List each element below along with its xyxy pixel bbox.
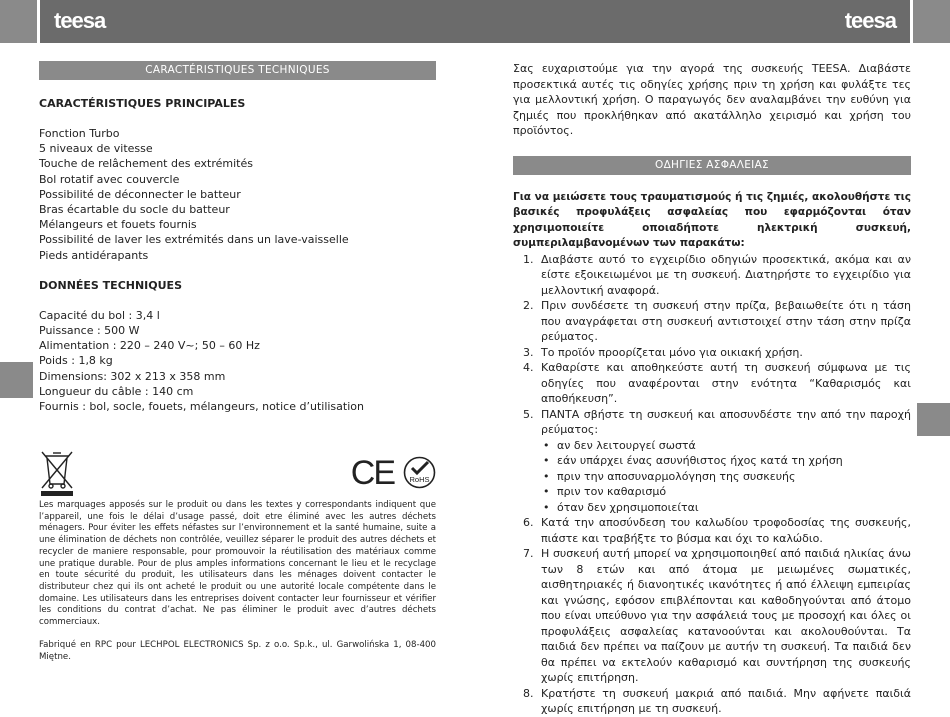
bullet-item: • πριν τον καθαρισμό <box>543 485 667 499</box>
feature-item: Fonction Turbo <box>39 127 120 140</box>
feature-item: Mélangeurs et fouets fournis <box>39 218 197 232</box>
features-list <box>39 126 436 263</box>
brand-logo-left: teesa <box>54 8 106 33</box>
tech-data-item: Capacité du bol : 3,4 l <box>39 308 160 322</box>
tech-data-list <box>39 308 436 414</box>
header-corner-right <box>910 0 950 43</box>
tech-data-heading: DONNÉES TECHNIQUES <box>39 278 182 292</box>
tech-data-item: Poids : 1,8 kg <box>39 354 113 368</box>
rohs-label: RoHS <box>409 475 430 484</box>
tech-data-item: Alimentation : 220 – 240 V~; 50 – 60 Hz <box>39 339 260 353</box>
feature-item: Bol rotatif avec couvercle <box>39 172 180 186</box>
feature-item: Touche de relâchement des extrémités <box>39 157 253 171</box>
intro-paragraph: Σας ευχαριστούμε για την αγορά της συσκευής TEESA. Διαβάστε προσεκτικά αυτές τις οδηγίες χρήσης πριν τη χρήση και φυλάξτε τες για μελλοντική χρήση. Ο παραγωγός δεν αναλαμβάνει την ευθύνη για ζημιές που προκλήθηκαν από ακατάλληλο χειρισμό και χρήση του προϊόντος. <box>513 62 911 138</box>
feature-item: Pieds antidérapants <box>39 248 149 262</box>
header-bar <box>0 0 950 43</box>
list-item: 8. Κρατήστε τη συσκευή μακριά από παιδιά. Μην αφήνετε παιδιά χωρίς επιτήρηση με τη συσκευή. <box>523 686 911 716</box>
ce-mark-icon: CE <box>350 454 394 492</box>
weee-bin-icon <box>39 450 75 496</box>
list-item: 6. Κατά την αποσύνδεση του καλωδίου τροφοδοσίας της συσκευής, πιάστε και τραβήξτε το βύσμα και όχι το καλώδιο. <box>523 516 911 545</box>
header-corner-left <box>0 0 40 43</box>
bullet-item: • αν δεν λειτουργεί σωστά <box>543 438 696 452</box>
tech-data-item: Puissance : 500 W <box>39 324 140 338</box>
tech-data-item: Dimensions: 302 x 213 x 358 mm <box>39 369 226 383</box>
main-features-heading: CARACTÉRISTIQUES PRINCIPALES <box>39 97 246 110</box>
disposal-notice: Les marquages apposés sur le produit ou dans les textes y correspondants indiquent que l’appareil, une fois le délai d’usage passé, doit etre éliminé avec les autres déchets ménagers. Pour éviter les effets néfastes sur l’environnement et la santé humaine, suite a une élimination de déchets non contrôlée, veuillez séparer le produit des autres déchets et recycler de maniere responsable, pour promouvoir la réutilisation des matériaux comme une pratique durable. Pour de plus amples informations concernant le lieu et le recyclage en toute sécurité du produit, les utilisateurs dans les ménages doivent contacter le distributeur chez qui ils ont acheté le produit ou une autorité locale compétente dans le domaine. Les utilisateurs dans les entreprises doivent contacter leur fournisseur et vérifier les conditions du contrat d’achat. Ne pas éliminer le produit avec d’autres déchets commerciaux. <box>39 500 436 628</box>
compliance-icons <box>39 450 436 500</box>
list-item: 7. Η συσκευή αυτή μπορεί να χρησιμοποιηθεί από παιδιά ηλικίας άνω των 8 ετών και από άτομα με μειωμένες σωματικές, αισθητηριακές ή διανοητικές ικανότητες ή από έλλειψη εμπειρίας και γνώσης, εφόσον επιβλέπονται και καθοδηγούνται από άτομο που είναι υπεύθυνο για την ασφάλειά τους με προσοχή και όλες οι προφυλάξεις ασφαλείας κατανοούνται και ακολουθούνται. Τα παιδιά δεν πρέπει να παίζουν με αυτήν τη συσκευή. Τα παιδιά δεν θα πρέπει να εκτελούν καθαρισμό και συντήρηση της συσκευής χωρίς επιτήρηση. <box>523 547 911 685</box>
bullet-item: • πριν την αποσυναρμολόγηση της συσκευής <box>543 469 796 483</box>
feature-item: Possibilité de laver les extrémités dans un lave-vaisselle <box>39 233 349 247</box>
brand-logo-right: teesa <box>844 8 896 33</box>
page-edge-tab-left <box>0 362 33 398</box>
power-off-conditions <box>541 438 911 516</box>
page-edge-tab-right <box>917 403 950 436</box>
right-column <box>513 61 911 717</box>
list-item: 3. Το προϊόν προορίζεται μόνο για οικιακή χρήση. <box>523 345 803 359</box>
list-item: 2. Πριν συνδέσετε τη συσκευή στην πρίζα, βεβαιωθείτε ότι η τάση που αναγράφεται στη συσκευή αντιστοιχεί στην τάση στην πρίζα ρεύματος. <box>523 299 911 344</box>
tech-data-item: Longueur du câble : 140 cm <box>39 384 194 398</box>
feature-item: Bras écartable du socle du batteur <box>39 203 230 217</box>
section-title-safety: ΟΔΗΓΙΕΣ ΑΣΦΑΛΕΙΑΣ <box>513 156 911 175</box>
list-item: 1. Διαβάστε αυτό το εγχειρίδιο οδηγιών προσεκτικά, ακόμα και αν είστε εξοικειωμένοι με τη συσκευή. Διατηρήστε το εγχειρίδιο για μελλοντική αναφορά. <box>523 252 911 297</box>
bullet-item: • όταν δεν χρησιμοποιείται <box>543 500 699 514</box>
safety-intro: Για να μειώσετε τους τραυματισμούς ή τις ζημιές, ακολουθήστε τις βασικές προφυλάξεις ασφαλείας που εφαρμόζονται όταν χρησιμοποιείτε οποιαδήποτε ηλεκτρική συσκευή, συμπεριλαμβανομένων των παρακάτω: <box>513 190 911 250</box>
feature-item: Possibilité de déconnecter le batteur <box>39 187 241 201</box>
left-column <box>39 61 436 414</box>
manufacturer-note: Fabriqué en RPC pour LECHPOL ELECTRONICS Sp. z o.o. Sp.k., ul. Garwolińska 1, 08-400 Miętne. <box>39 640 436 662</box>
list-item: 5. ΠΑΝΤΑ σβήστε τη συσκευή και αποσυνδέστε την από την παροχή ρεύματος: • αν δεν λειτουργεί σωστά • εάν υπάρχει ένας ασυνήθιστος ήχος κατά τη χρήση • πριν την αποσυναρμολόγηση της συσκευής • πριν τον καθαρισμό • όταν δεν χρησιμοποιείται <box>523 407 911 514</box>
tech-data-item: Fournis : bol, socle, fouets, mélangeurs, notice d’utilisation <box>39 400 364 414</box>
safety-instructions-list <box>513 252 911 717</box>
feature-item: 5 niveaux de vitesse <box>39 142 153 156</box>
rohs-icon <box>403 456 436 489</box>
bullet-item: • εάν υπάρχει ένας ασυνήθιστος ήχος κατά τη χρήση <box>543 454 843 468</box>
section-title-tech-specs: CARACTÉRISTIQUES TECHNIQUES <box>39 61 436 80</box>
list-item: 4. Καθαρίστε και αποθηκεύστε αυτή τη συσκευή σύμφωνα με τις οδηγίες που αναφέρονται στην ενότητα “Καθαρισμός και αποθήκευση”. <box>523 361 911 406</box>
